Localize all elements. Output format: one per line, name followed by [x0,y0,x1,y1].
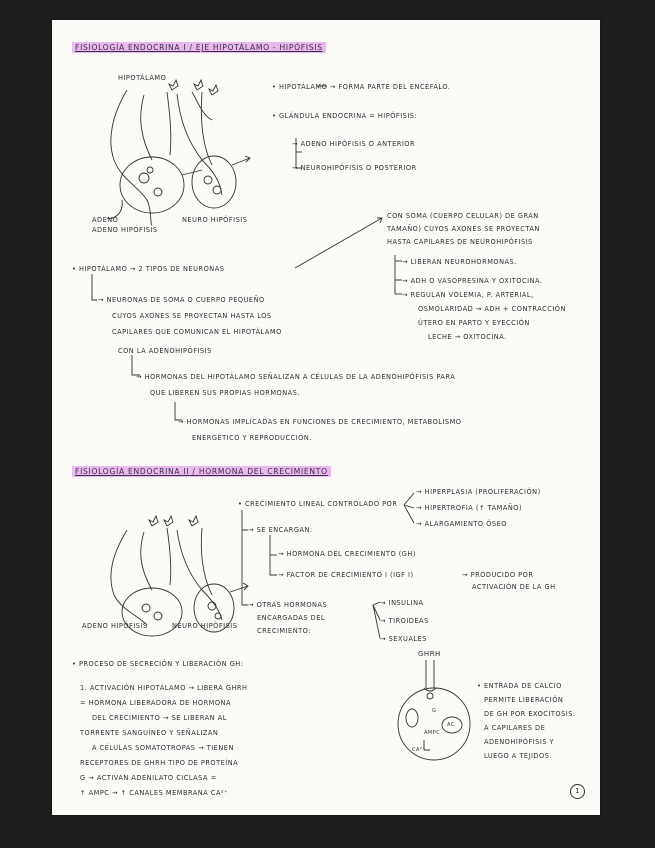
calcium-3: DE GH POR EXOCITOSIS. [484,710,576,718]
signal-2: QUE LIBEREN SUS PROPIAS HORMONAS. [150,389,300,397]
gh-item: → HORMONA DEL CRECIMIENTO (GH) [278,550,416,558]
step-4: TORRENTE SANGUÍNEO Y SEÑALIZAN [80,729,219,737]
small-neurons-1: → NEURONAS DE SOMA O CUERPO PEQUEÑO [98,296,265,304]
notebook-page [52,20,600,815]
big-neurons-3: HASTA CAPILARES DE NEUROHIPÓFISIS [387,238,533,246]
step-6: RECEPTORES DE GHRH TIPO DE PROTEÍNA [80,759,239,767]
small-neurons-4: CON LA ADENOHIPÓFISIS [118,347,212,355]
diagram1-label-left: ADENO HIPÓFISIS [92,226,158,234]
otras-item-3: → SEXUALES [380,635,427,643]
step-5: A CÉLULAS SOMATOTROPAS → TIENEN [92,744,234,752]
calcium-5: ADENOHIPÓFISIS Y [484,738,555,746]
se-encargan: → SE ENCARGAN: [248,526,313,534]
signal-1: → HORMONAS DEL HIPOTÁLAMO SEÑALIZAN A CÉLULAS DE LA ADENOHIPÓFISIS PARA [136,373,456,381]
bullet-adeno: → ADENO HIPÓFISIS O ANTERIOR [292,140,416,148]
big-neurons-2: TAMAÑO) CUYOS AXONES SE PROYECTAN [387,225,540,233]
cell-label-ghrh: GHRH [418,650,441,658]
implied-2: ENERGÉTICO Y REPRODUCCIÓN. [192,434,312,442]
cell-label-g: G [432,708,437,714]
step-3: DEL CRECIMIENTO → SE LIBERAN AL [92,714,227,722]
bullet-neuro: → NEUROHIPÓFISIS O POSTERIOR [292,164,417,172]
otras-3: CRECIMIENTO: [257,627,311,635]
section2-title-a: FISIOLOGÍA ENDOCRINA II [75,467,190,476]
bullet-glandula: • GLÁNDULA ENDOCRINA = HIPÓFISIS: [272,112,418,120]
igf-item: → FACTOR DE CRECIMIENTO I (IGF I) [278,571,414,579]
big-neurons-1: CON SOMA (CUERPO CELULAR) DE GRAN [387,212,539,220]
diagram2-label-left: ADENO HIPÓFISIS [82,622,148,630]
big-item-3: → REGULAN VOLEMIA, P. ARTERIAL, [402,291,534,299]
calcium-4: A CAPILARES DE [484,724,546,732]
small-neurons-2: CUYOS AXONES SE PROYECTAN HASTA LOS [112,312,272,320]
big-item-6: LECHE → OXITOCINA. [428,333,507,341]
otras-2: ENCARGADAS DEL [257,614,326,622]
step-8: ↑ AMPC → ↑ CANALES MEMBRANA CA²⁺ [80,789,229,797]
growth-item-1: → HIPERPLASIA (PROLIFERACIÓN) [416,488,541,496]
otras-1: → OTRAS HORMONAS [248,601,328,609]
big-item-4: OSMOLARIDAD → ADH + CONTRACCIÓN [418,305,566,313]
igf-note-1: → PRODUCIDO POR [462,571,534,579]
big-item-5: ÚTERO EN PARTO Y EYECCIÓN [418,319,530,327]
otras-item-1: → INSULINA [380,599,424,607]
section2-title-b: HORMONA DEL CRECIMIENTO [198,467,328,476]
diagram1-label-left-1: ADENO [92,216,119,224]
growth-item-3: → ALARGAMIENTO ÓSEO [416,520,507,528]
section1-title-b: EJE HIPOTÁLAMO - HIPÓFISIS [195,43,323,52]
otras-item-2: → TIROIDEAS [380,617,429,625]
section2-title [72,466,331,477]
implied-1: → HORMONAS IMPLICADAS EN FUNCIONES DE CRECIMIENTO, METABOLISMO [178,418,462,426]
diagram1-label-top: HIPOTÁLAMO [118,74,167,82]
step-7: G → ACTIVAN ADENILATO CICLASA = [80,774,217,782]
big-item-2: → ADH O VASOPRESINA Y OXITOCINA. [402,277,543,285]
section2-title-sep: / [189,467,199,476]
cell-label-ca: CA²⁺ [412,747,426,753]
igf-note-2: ACTIVACIÓN DE LA GH [472,583,556,591]
bullet-hipotalamo: • HIPOTÁLAMO → FORMA PARTE DEL ENCÉFALO. [272,83,451,91]
cell-label-ampc: AMPC [424,730,441,736]
diagram1-label-right: NEURO HIPÓFISIS [182,216,248,224]
growth-item-2: → HIPERTROFIA (↑ TAMAÑO) [416,504,523,512]
section3-heading: • PROCESO DE SECRECIÓN Y LIBERACIÓN GH: [72,660,244,668]
step-1: 1. ACTIVACIÓN HIPOTÁLAMO → LIBERA GHRH [80,684,248,692]
small-neurons-3: CAPILARES QUE COMUNICAN EL HIPOTÁLAMO [112,328,282,336]
bullet-two-neurons: • HIPOTÁLAMO → 2 TIPOS DE NEURONAS [72,265,225,273]
big-item-1: → LIBERAN NEUROHORMONAS. [402,258,517,266]
growth-bullet: • CRECIMIENTO LINEAL CONTROLADO POR [238,500,398,508]
section1-title-a: FISIOLOGÍA ENDOCRINA I [75,43,187,52]
diagram2-label-right: NEURO HIPÓFISIS [172,622,238,630]
cell-label-ac: AC [447,722,455,728]
section1-title-sep: / [186,43,196,52]
page-number: 1 [570,784,585,799]
calcium-6: LUEGO A TEJIDOS. [484,752,552,760]
calcium-1: • ENTRADA DE CALCIO [477,682,562,690]
step-2: = HORMONA LIBERADORA DE HORMONA [80,699,231,707]
calcium-2: PERMITE LIBERACIÓN [484,696,564,704]
